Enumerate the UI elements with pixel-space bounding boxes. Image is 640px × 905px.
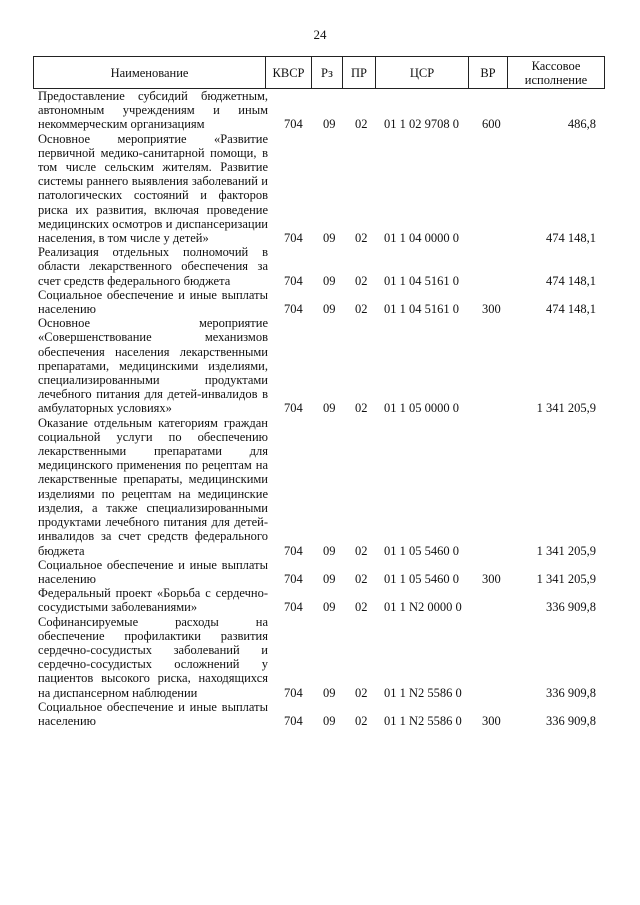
row-rz: 09 <box>323 571 336 586</box>
row-kvsr: 704 <box>284 302 303 317</box>
page-number: 24 <box>313 27 327 42</box>
row-csr: 01 1 N2 5586 0 <box>384 685 462 700</box>
row-csr: 01 1 05 5460 0 <box>384 571 459 586</box>
row-rz: 09 <box>323 600 336 615</box>
row-vr: 300 <box>482 713 501 728</box>
row-vr: 300 <box>482 302 501 317</box>
row-rz: 09 <box>323 543 336 558</box>
row-rz: 09 <box>323 401 336 416</box>
row-csr: 01 1 04 5161 0 <box>384 302 459 317</box>
table-row <box>0 245 640 288</box>
row-rz: 09 <box>323 302 336 317</box>
row-pr: 02 <box>355 401 368 416</box>
table-row <box>0 132 640 246</box>
table-row <box>0 586 640 614</box>
header-pr: ПР <box>343 57 376 89</box>
row-name: Федеральный проект «Борьба с сердечно-сосудистыми заболеваниями» <box>38 586 268 615</box>
row-csr: 01 1 05 0000 0 <box>384 401 459 416</box>
row-csr: 01 1 02 9708 0 <box>384 117 459 132</box>
header-name: Наименование <box>34 57 266 89</box>
table-row <box>0 615 640 700</box>
row-amount: 1 341 205,9 <box>536 543 596 558</box>
header-vr: ВР <box>469 57 508 89</box>
row-kvsr: 704 <box>284 685 303 700</box>
row-pr: 02 <box>355 117 368 132</box>
row-name: Социальное обеспечение и иные выплаты населению <box>38 557 268 586</box>
row-rz: 09 <box>323 231 336 246</box>
row-csr: 01 1 04 5161 0 <box>384 273 459 288</box>
row-pr: 02 <box>355 543 368 558</box>
header-kvsr: КВСР <box>266 57 312 89</box>
row-pr: 02 <box>355 302 368 317</box>
row-rz: 09 <box>323 117 336 132</box>
row-pr: 02 <box>355 231 368 246</box>
table-body <box>0 89 640 728</box>
row-name: Основное мероприятие «Развитие первичной медико-санитарной помощи, в том числе сельским жителям. Развитие системы раннего выявления заболеваний и патологических состояний и факторов риска их развития, включая проведение медицинских осмотров и диспансеризации населения, в том числе у детей» <box>38 131 268 246</box>
row-amount: 336 909,8 <box>546 713 596 728</box>
row-rz: 09 <box>323 713 336 728</box>
row-name: Социальное обеспечение и иные выплаты населению <box>38 287 268 317</box>
row-amount: 474 148,1 <box>546 302 596 317</box>
row-kvsr: 704 <box>284 273 303 288</box>
row-name: Социальное обеспечение и иные выплаты населению <box>38 699 268 728</box>
row-vr: 600 <box>482 117 501 132</box>
row-pr: 02 <box>355 685 368 700</box>
row-name: Основное мероприятие «Совершенствование механизмов обеспечения населения лекарственными препаратами, медицинскими изделиями, специализированными продуктами лечебного питания для детей-инвалидов в амбулаторных условиях» <box>38 316 268 416</box>
table-row <box>0 89 640 132</box>
row-pr: 02 <box>355 571 368 586</box>
row-rz: 09 <box>323 685 336 700</box>
row-rz: 09 <box>323 273 336 288</box>
row-csr: 01 1 05 5460 0 <box>384 543 459 558</box>
row-pr: 02 <box>355 713 368 728</box>
row-name: Софинансируемые расходы на обеспечение профилактики развития сердечно-сосудистых заболеваний и сердечно-сосудистых осложнений у пациентов высокого риска, находящихся на диспансерном наблюдении <box>38 614 268 700</box>
row-name: Предоставление субсидий бюджетным, автономным учреждениям и иным некоммерческим организациям <box>38 89 268 132</box>
row-name: Оказание отдельным категориям граждан социальной услуги по обеспечению лекарственными препаратами для медицинского применения по рецептам на лекарственные препараты, медицинскими изделиями по рецептам на медицинские изделия, а также специализированными продуктами лечебного питания для детей-инвалидов за счет средств федерального бюджета <box>38 415 268 558</box>
row-amount: 486,8 <box>567 117 596 132</box>
row-kvsr: 704 <box>284 713 303 728</box>
row-pr: 02 <box>355 600 368 615</box>
row-amount: 474 148,1 <box>546 273 596 288</box>
row-kvsr: 704 <box>284 543 303 558</box>
header-rz: Рз <box>312 57 343 89</box>
row-vr: 300 <box>482 571 501 586</box>
row-kvsr: 704 <box>284 117 303 132</box>
table-header <box>33 56 605 89</box>
header-csr: ЦСР <box>376 57 469 89</box>
row-amount: 474 148,1 <box>546 231 596 246</box>
row-csr: 01 1 N2 5586 0 <box>384 713 462 728</box>
row-name: Реализация отдельных полномочий в области лекарственного обеспечения за счет средств федерального бюджета <box>38 245 268 288</box>
row-amount: 336 909,8 <box>546 600 596 615</box>
row-pr: 02 <box>355 273 368 288</box>
table-row <box>0 558 640 586</box>
row-amount: 1 341 205,9 <box>536 401 596 416</box>
row-csr: 01 1 04 0000 0 <box>384 231 459 246</box>
row-kvsr: 704 <box>284 401 303 416</box>
row-amount: 336 909,8 <box>546 685 596 700</box>
row-csr: 01 1 N2 0000 0 <box>384 600 462 615</box>
table-row <box>0 416 640 558</box>
table-row <box>0 700 640 728</box>
table-row <box>0 316 640 415</box>
row-kvsr: 704 <box>284 231 303 246</box>
row-kvsr: 704 <box>284 600 303 615</box>
row-amount: 1 341 205,9 <box>536 571 596 586</box>
table-row <box>0 288 640 316</box>
row-kvsr: 704 <box>284 571 303 586</box>
header-amount: Кассовое исполнение <box>508 57 605 89</box>
